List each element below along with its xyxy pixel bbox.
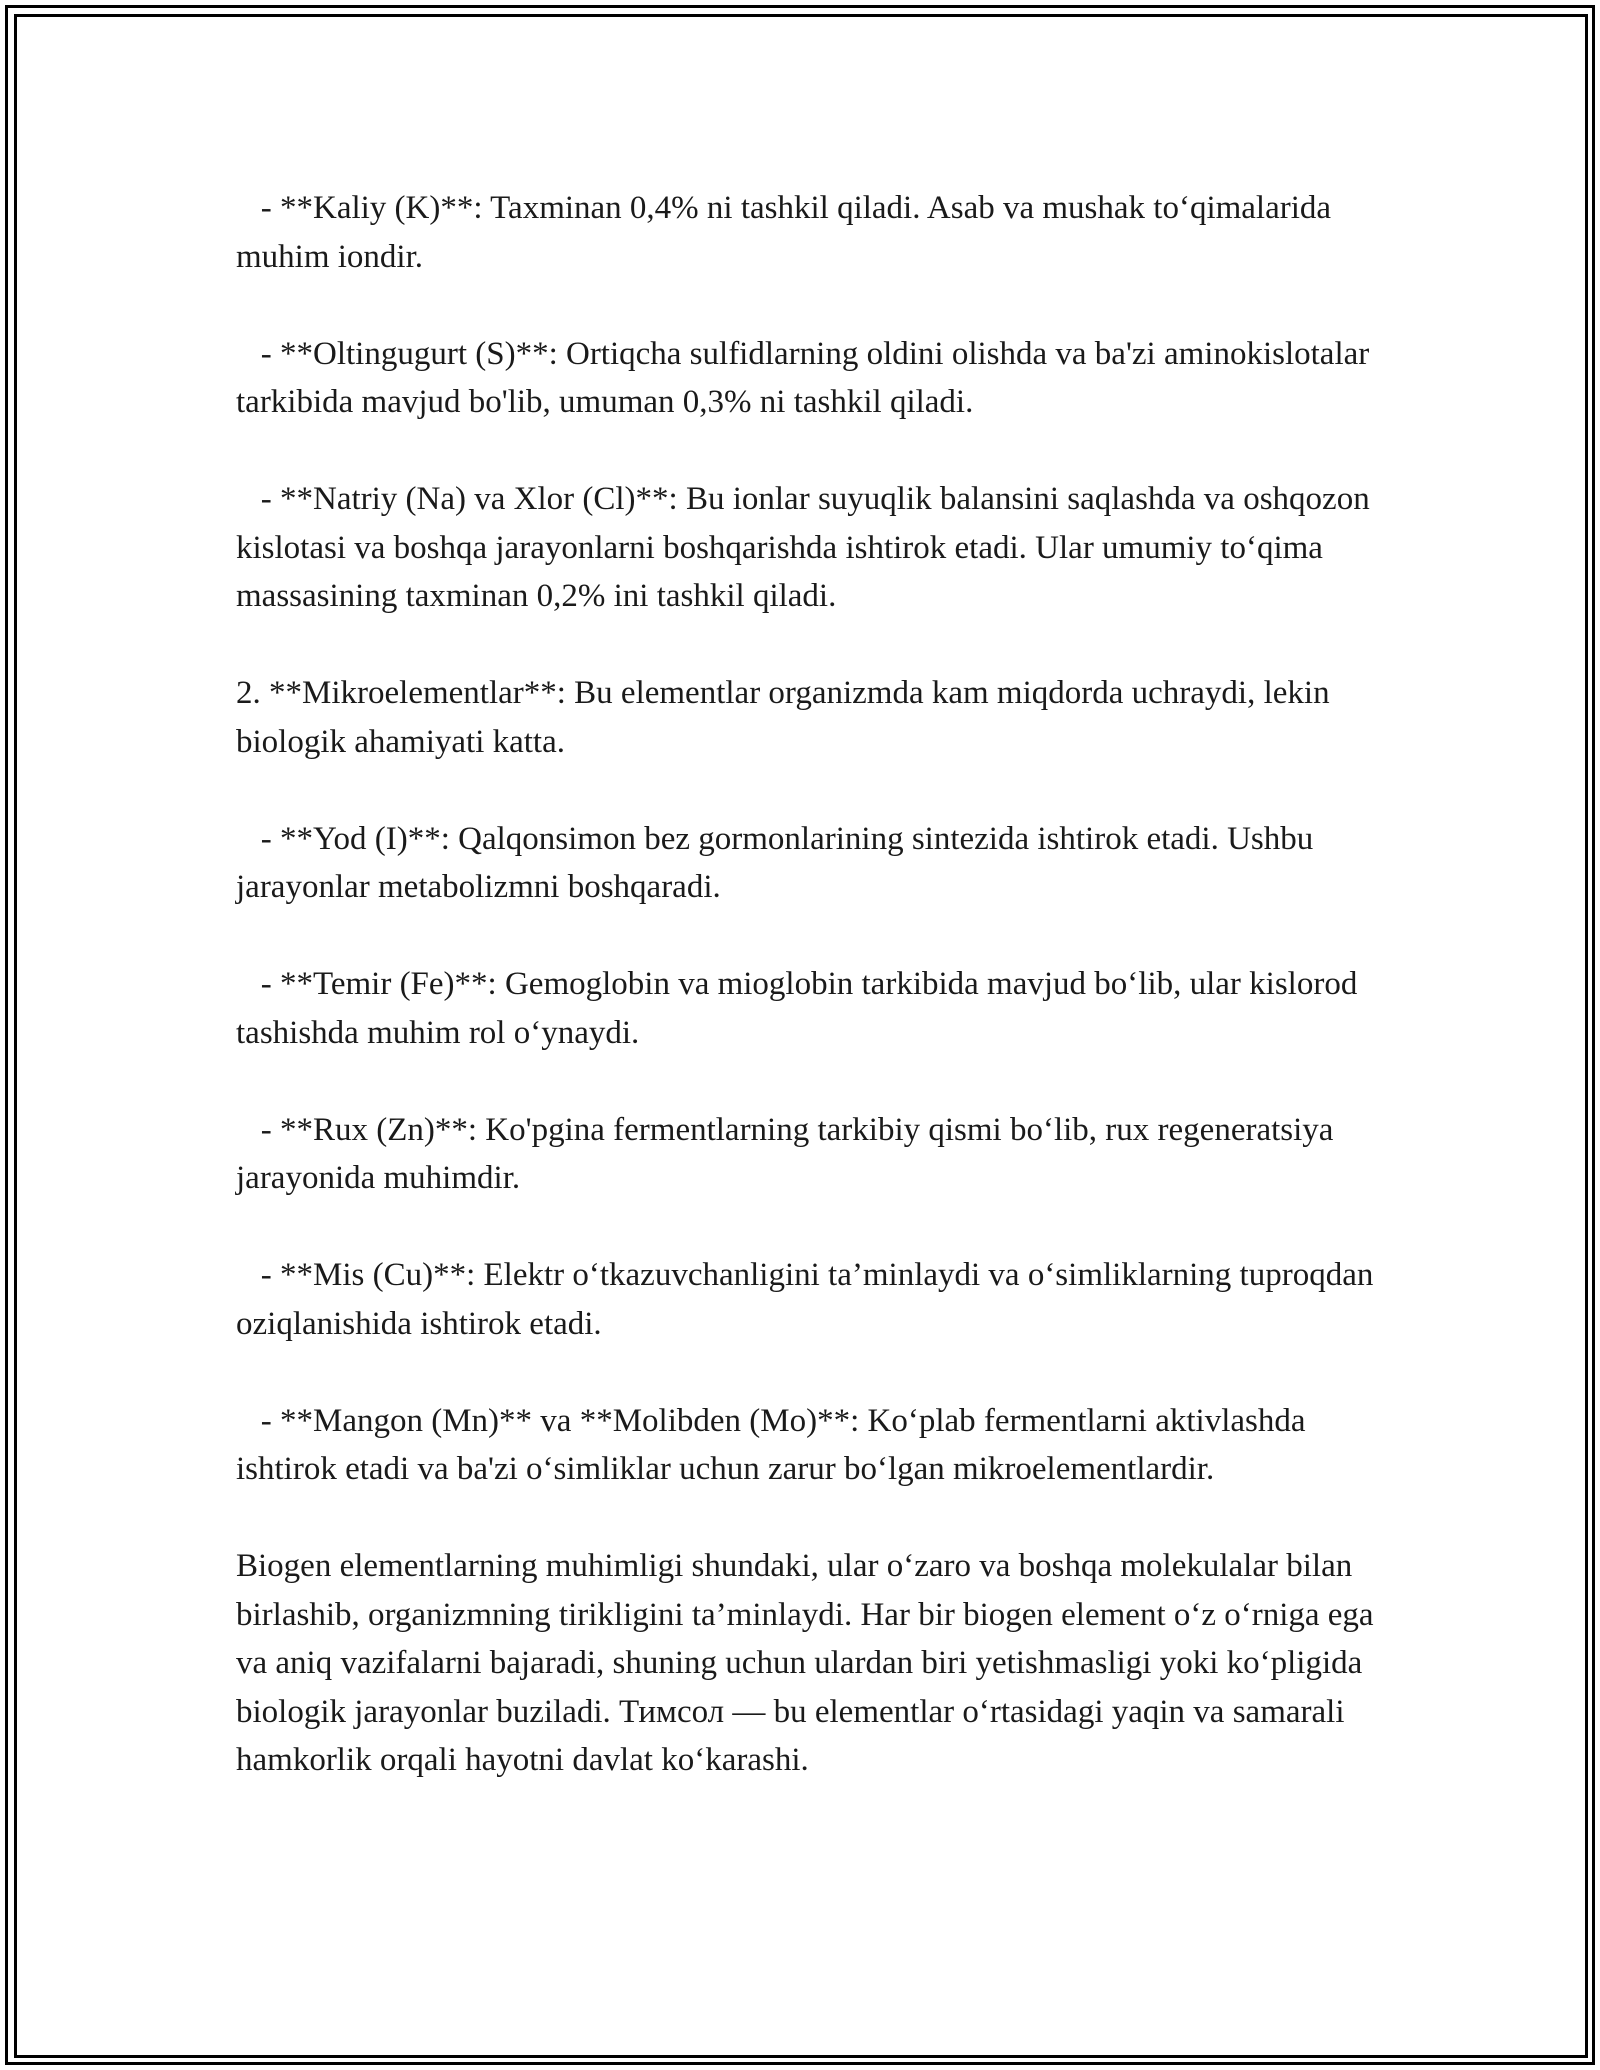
paragraph-mikroelementlar: 2. **Mikroelementlar**: Bu elementlar organizmda kam miqdorda uchraydi, lekin biologik ahamiyati katta. — [236, 675, 1338, 760]
paragraph-kaliy: - **Kaliy (K)**: Taxminan 0,4% ni tashkil qiladi. Asab va mushak to‘qimalarida muhim iondir. — [236, 190, 1340, 275]
paragraph-temir: - **Temir (Fe)**: Gemoglobin va mioglobin tarkibida mavjud bo‘lib, ular kislorod tashishda muhim rol o‘ynaydi. — [236, 966, 1366, 1051]
paragraph-rux: - **Rux (Zn)**: Ko'pgina fermentlarning tarkibiy qismi bo‘lib, rux regeneratsiya jarayonida muhimdir. — [236, 1111, 1342, 1196]
paragraph-mangon-molibden: - **Mangon (Mn)** va **Molibden (Mo)**: Ko‘plab fermentlarni aktivlashda ishtirok etadi va ba'zi o‘simliklar uchun zarur bo‘lgan mikroelementlardir. — [236, 1402, 1314, 1487]
paragraph-yod: - **Yod (I)**: Qalqonsimon bez gormonlarining sintezida ishtirok etadi. Ushbu jarayonlar metabolizmni boshqaradi. — [236, 820, 1322, 905]
paragraph-mis: - **Mis (Cu)**: Elektr o‘tkazuvchanligini ta’minlaydi va o‘simliklarning tuproqdan oziqlanishida ishtirok etadi. — [236, 1257, 1382, 1342]
paragraph-natriy-xlor: - **Natriy (Na) va Xlor (Cl)**: Bu ionlar suyuqlik balansini saqlashda va oshqozon kislotasi va boshqa jarayonlarni boshqarishda ishtirok etadi. Ular umumiy to‘qima massasining taxminan 0,2% ini tashkil qiladi. — [236, 481, 1378, 614]
paragraph-conclusion: Biogen elementlarning muhimligi shundaki, ular o‘zaro va boshqa molekulalar bilan birlashib, organizmning tirikligini ta’minlaydi. Har bir biogen element o‘z o‘rniga ega va aniq vazifalarni bajaradi, shuning uchun ulardan biri yetishmasligi yoki ko‘pligida biologik jarayonlar buziladi. Тимсол — bu elementlar o‘rtasidagi yaqin va samarali hamkorlik orqali hayotni davlat ko‘karashi. — [236, 1548, 1382, 1778]
paragraph-oltingugurt: - **Oltingugurt (S)**: Ortiqcha sulfidlarning oldini olishda va ba'zi aminokislotalar tarkibida mavjud bo'lib, umuman 0,3% ni tashkil qiladi. — [236, 335, 1378, 420]
document-body — [236, 184, 1382, 1785]
